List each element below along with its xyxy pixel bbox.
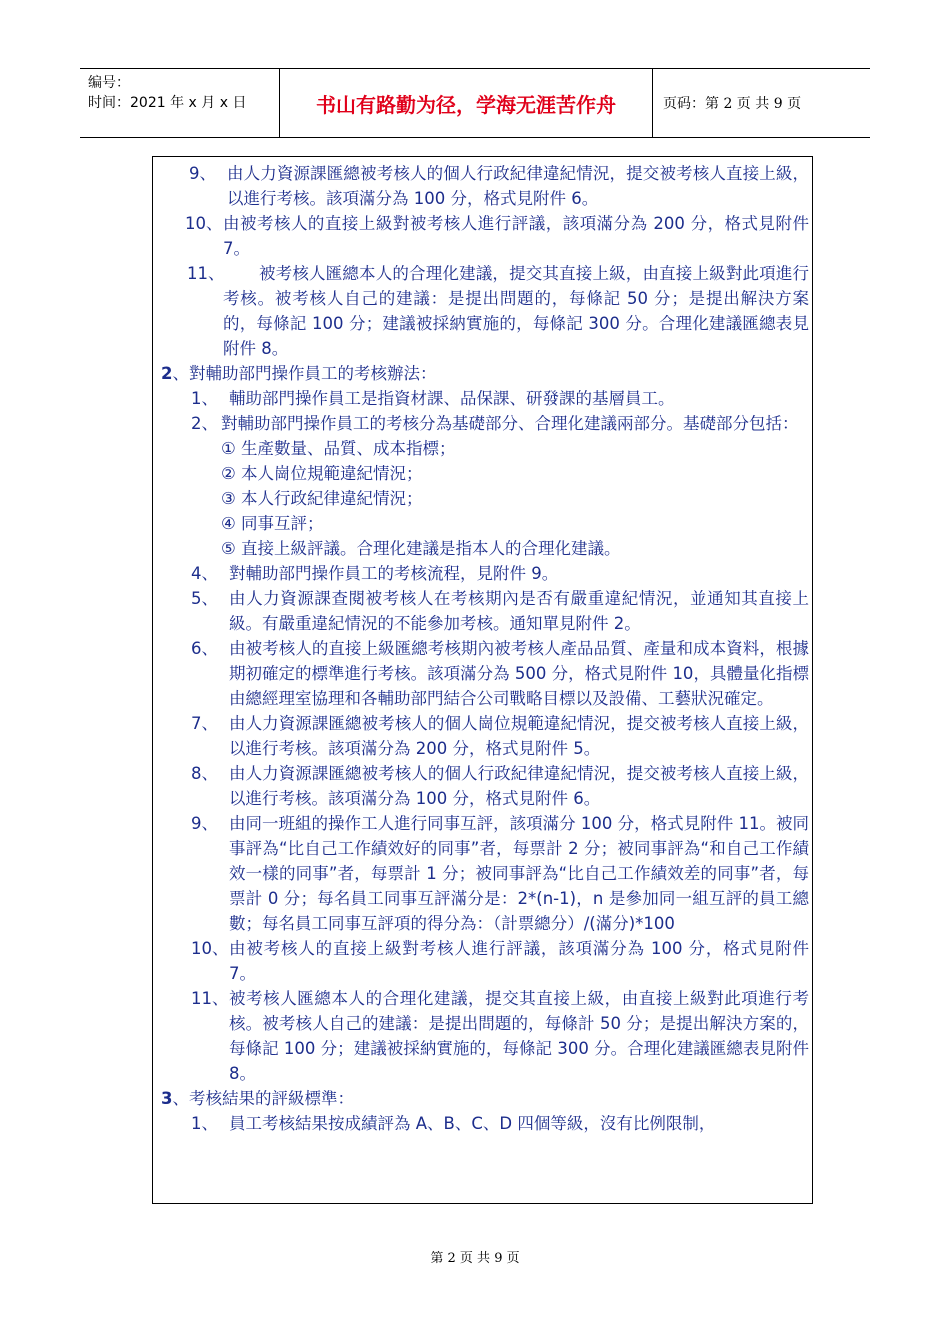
list-item: 8、 由人力資源課匯總被考核人的個人行政紀律違紀情況，提交被考核人直接上級，以進行考核。該項滿分為 100 分，格式見附件 6。 <box>191 764 809 808</box>
section-heading: 3 、考核結果的評級標準： <box>161 1089 354 1108</box>
list-item: ⑤ 直接上級評議。合理化建議是指本人的合理化建議。 <box>221 539 621 558</box>
page-footer: 第 2 页 共 9 页 <box>430 1251 520 1266</box>
page-header <box>80 68 870 138</box>
list-item: 6、 由被考核人的直接上級匯總考核期內被考核人產品品質、產量和成本資料，根據期初確定的標準進行考核。該項滿分為 500 分，格式見附件 10，具體量化指標由總經理室協理和各輔助部門結合公司戰略目標以及設備、工藝狀況確定。 <box>191 639 809 708</box>
list-item: 1、 員工考核結果按成績評為 A、B、C、D 四個等級，沒有比例限制， <box>191 1114 716 1133</box>
content-box <box>152 156 813 1204</box>
list-item: 7、 由人力資源課匯總被考核人的個人崗位規範違紀情況，提交被考核人直接上級，以進行考核。該項滿分為 200 分，格式見附件 5。 <box>191 714 809 758</box>
list-item: 10、 由被考核人的直接上級對考核人進行評議，該項滿分為 100 分，格式見附件 7。 <box>191 939 809 983</box>
list-item: 1、 輔助部門操作員工是指資材課、品保課、研發課的基層員工。 <box>191 389 675 408</box>
time-label: 时间：2021 年 x 月 x 日 <box>88 95 247 111</box>
list-item: 4、 對輔助部門操作員工的考核流程，見附件 9。 <box>191 564 559 583</box>
content-body <box>161 161 809 1136</box>
list-item: 10、 由被考核人的直接上級對被考核人進行評議，該項滿分為 200 分，格式見附件 7。 <box>185 214 809 258</box>
list-item: 11、 被考核人匯總本人的合理化建議，提交其直接上級，由直接上級對此項進行考核。被考核人自己的建議：是提出問題的，每條記 50 分；是提出解決方案的，每條記 100 分；建議被採納實施的，每條記 300 分。合理化建議匯總表見附件 8。 <box>187 264 809 358</box>
header-page-info: 页码：第 2 页 共 9 页 <box>663 96 802 112</box>
header-meta <box>80 69 280 137</box>
list-item: 5、 由人力資源課查閱被考核人在考核期內是否有嚴重違紀情況，並通知其直接上級。有嚴重違紀情況的不能參加考核。通知單見附件 2。 <box>191 589 809 633</box>
list-item: 9、 由人力資源課匯總被考核人的個人行政紀律違紀情況，提交被考核人直接上級，以進行考核。該項滿分為 100 分，格式見附件 6。 <box>189 164 809 208</box>
header-motto: 书山有路勤为径，学海无涯苦作舟 <box>280 69 653 137</box>
list-item: ③ 本人行政紀律違紀情況； <box>221 489 423 508</box>
list-item: ④ 同事互評； <box>221 514 324 533</box>
section-heading: 2 、對輔助部門操作員工的考核辦法： <box>161 364 437 383</box>
list-item: 2、 對輔助部門操作員工的考核分為基礎部分、合理化建議兩部分。基礎部分包括： <box>191 414 799 433</box>
code-label: 编号： <box>88 75 130 91</box>
list-item: ② 本人崗位規範違紀情況； <box>221 464 423 483</box>
list-item: ① 生產數量、品質、成本指標； <box>221 439 456 458</box>
list-item: 9、 由同一班組的操作工人進行同事互評，該項滿分 100 分，格式見附件 11。被同事評為“比自己工作績效好的同事”者，每票計 2 分；被同事評為“和自己工作績效一樣的同事”者，每票計 1 分；被同事評為“比自己工作績效差的同事”者，每票計 0 分；每名員工同事互評滿分是：2*(n-1)，n 是參加同一組互評的員工總數；每名員工同事互評項的得分為：（計票總分）/(滿分)*100 <box>191 814 809 933</box>
list-item: 11、 被考核人匯總本人的合理化建議，提交其直接上級，由直接上級對此項進行考核。被考核人自己的建議：是提出問題的，每條計 50 分；是提出解決方案的，每條記 100 分；建議被採納實施的，每條記 300 分。合理化建議匯總表見附件 8。 <box>191 989 809 1083</box>
